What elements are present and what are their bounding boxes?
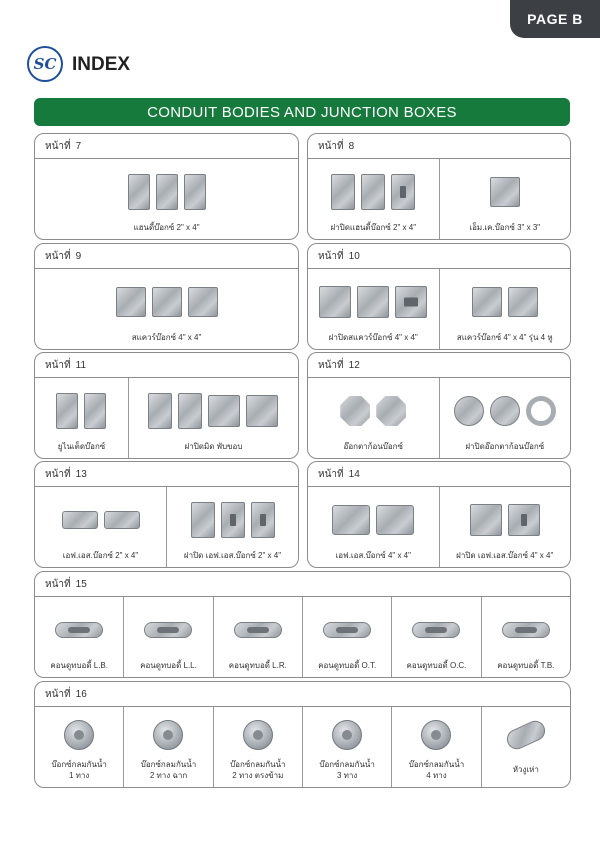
page-label: หน้าที่ (45, 468, 71, 480)
product-image (392, 603, 480, 657)
conduit-body-oc-icon (412, 622, 460, 638)
product-image (440, 165, 571, 219)
product-cell[interactable] (35, 269, 298, 349)
fs-cover-icon (221, 502, 245, 538)
product-cell[interactable] (213, 707, 302, 787)
product-cell[interactable] (308, 269, 439, 349)
fs-cover-icon (508, 504, 540, 536)
sc-logo: SC (27, 46, 63, 82)
page-number: 8 (348, 140, 355, 152)
square-cover-icon (357, 286, 389, 318)
fs-cover-icon (470, 504, 502, 536)
fs-box-icon (104, 511, 140, 529)
page-label: หน้าที่ (318, 250, 344, 262)
round-cover-icon (490, 396, 520, 426)
section-header (308, 462, 570, 487)
product-caption: เอฟ.เอส.บ๊อกซ์ 4" x 4" (335, 551, 411, 560)
product-image (308, 165, 439, 219)
conduit-body-lb-icon (55, 622, 103, 638)
section-page-13 (34, 461, 299, 568)
cover-plate-icon (246, 395, 278, 427)
section-header (308, 244, 570, 269)
cover-plate-icon (331, 174, 355, 210)
product-caption: เอฟ.เอส.บ๊อกซ์ 2" x 4" (62, 551, 139, 560)
page-label: หน้าที่ (45, 578, 71, 590)
product-image (124, 713, 212, 757)
product-image (440, 384, 571, 438)
product-caption: บ๊อกซ์กลมกันน้ำ 1 ทาง (51, 760, 107, 780)
square-cover-icon (319, 286, 351, 318)
section-banner: CONDUIT BODIES AND JUNCTION BOXES (34, 98, 570, 126)
product-caption: ฝาปิด เอฟ.เอส.บ๊อกซ์ 2" x 4" (183, 551, 282, 560)
product-cell[interactable] (391, 597, 480, 677)
handy-box-icon (156, 174, 178, 210)
product-cell[interactable] (213, 597, 302, 677)
product-cell[interactable] (123, 707, 212, 787)
product-caption: คอนดูทบอดี้ T.B. (497, 661, 555, 670)
fs-cover-icon (191, 502, 215, 538)
product-cell[interactable] (35, 159, 298, 239)
ring-cover-icon (526, 396, 556, 426)
fs-box-icon (332, 505, 370, 535)
section-header (35, 572, 570, 597)
round-box-2way-angle-icon (153, 720, 183, 750)
square-box-icon (188, 287, 218, 317)
product-cell[interactable] (308, 159, 439, 239)
section-page-11 (34, 352, 299, 459)
page-label: หน้าที่ (45, 250, 71, 262)
product-caption: เอ็ม.เค.บ๊อกซ์ 3" x 3" (469, 223, 541, 232)
section-page-12 (307, 352, 571, 459)
product-image (35, 493, 166, 547)
united-box-icon (84, 393, 106, 429)
cover-plate-icon (208, 395, 240, 427)
product-image (440, 493, 571, 547)
product-cell[interactable] (439, 378, 571, 458)
product-cell[interactable] (35, 707, 123, 787)
product-caption: หัวงูเห่า (512, 765, 539, 774)
product-image (482, 603, 570, 657)
cover-plate-icon (148, 393, 172, 429)
conduit-body-ot-icon (323, 622, 371, 638)
product-image (124, 603, 212, 657)
product-caption: คอนดูทบอดี้ L.B. (50, 661, 108, 670)
page-number: 16 (75, 688, 87, 700)
page-label: หน้าที่ (318, 468, 344, 480)
cover-plate-icon (391, 174, 415, 210)
product-image (482, 713, 570, 757)
square-box-icon (508, 287, 538, 317)
section-header (35, 244, 298, 269)
product-cell[interactable] (302, 707, 391, 787)
product-cell[interactable] (35, 597, 123, 677)
page-number: 13 (75, 468, 87, 480)
product-image (35, 713, 123, 757)
section-header (35, 353, 298, 378)
page-title: INDEX (72, 54, 131, 75)
product-image (214, 603, 302, 657)
section-page-9 (34, 243, 299, 350)
page-number: 12 (348, 359, 360, 371)
square-cover-icon (395, 286, 427, 318)
page-label: หน้าที่ (318, 359, 344, 371)
product-image (129, 384, 298, 438)
round-box-4way-icon (421, 720, 451, 750)
square-box-icon (116, 287, 146, 317)
product-image (35, 275, 298, 329)
product-caption: บ๊อกซ์กลมกันน้ำ 4 ทาง (408, 760, 465, 780)
product-caption: สแควร์บ๊อกซ์ 4" x 4" รุ่น 4 หู (456, 333, 553, 342)
product-image (392, 713, 480, 757)
page-label: หน้าที่ (318, 140, 344, 152)
section-page-15 (34, 571, 571, 678)
product-cell[interactable] (308, 378, 439, 458)
product-caption: ฝาปิดอ๊อกตาก้อนบ๊อกซ์ (465, 442, 545, 451)
product-caption: ฝาปิดแฮนดี้บ๊อกซ์ 2" x 4" (330, 223, 417, 232)
section-page-7 (34, 133, 299, 240)
page-number: 7 (75, 140, 82, 152)
square-box-icon (472, 287, 502, 317)
round-cover-icon (454, 396, 484, 426)
product-cell[interactable] (123, 597, 212, 677)
product-caption: บ๊อกซ์กลมกันน้ำ 2 ทาง ฉาก (140, 760, 197, 780)
product-cell[interactable] (166, 487, 298, 567)
product-cell[interactable] (439, 269, 571, 349)
page-number: 14 (348, 468, 360, 480)
cover-plate-icon (178, 393, 202, 429)
fs-box-icon (376, 505, 414, 535)
section-header (35, 134, 298, 159)
section-header (35, 682, 570, 707)
product-cell[interactable] (481, 707, 570, 787)
section-page-8 (307, 133, 571, 240)
section-header (35, 462, 298, 487)
conduit-body-ll-icon (144, 622, 192, 638)
product-image (35, 603, 123, 657)
page-number: 9 (75, 250, 82, 262)
section-header (308, 353, 570, 378)
conduit-body-lr-icon (234, 622, 282, 638)
page-tab: PAGE B (510, 0, 600, 38)
product-caption: อ๊อกตาก้อนบ๊อกซ์ (343, 442, 403, 451)
product-caption: ฝาปิดมิด พับขอบ (184, 442, 243, 451)
product-caption: คอนดูทบอดี้ L.L. (140, 661, 197, 670)
section-page-16 (34, 681, 571, 788)
product-cell[interactable] (35, 378, 128, 458)
product-image (303, 713, 391, 757)
section-page-10 (307, 243, 571, 350)
round-box-2way-straight-icon (243, 720, 273, 750)
conduit-body-tb-icon (502, 622, 550, 638)
product-cell[interactable] (439, 159, 571, 239)
product-caption: คอนดูทบอดี้ O.C. (406, 661, 467, 670)
product-image (308, 384, 439, 438)
handy-box-icon (128, 174, 150, 210)
page-number: 15 (75, 578, 87, 590)
product-caption: แฮนดี้บ๊อกซ์ 2" x 4" (133, 223, 200, 232)
product-image (303, 603, 391, 657)
service-entrance-cap-icon (503, 717, 548, 752)
product-cell[interactable] (308, 487, 439, 567)
cover-plate-icon (361, 174, 385, 210)
product-cell[interactable] (302, 597, 391, 677)
page-label: หน้าที่ (45, 359, 71, 371)
octagon-box-icon (340, 396, 370, 426)
octagon-box-icon (376, 396, 406, 426)
page-number: 11 (75, 359, 87, 371)
handy-box-icon (184, 174, 206, 210)
section-page-14 (307, 461, 571, 568)
product-image (35, 165, 298, 219)
fs-cover-icon (251, 502, 275, 538)
united-box-icon (56, 393, 78, 429)
product-cell[interactable] (439, 487, 571, 567)
product-image (308, 493, 439, 547)
square-box-icon (152, 287, 182, 317)
product-caption: บ๊อกซ์กลมกันน้ำ 3 ทาง (319, 760, 375, 780)
product-cell[interactable] (481, 597, 570, 677)
product-image (35, 384, 128, 438)
round-box-3way-icon (332, 720, 362, 750)
round-box-1way-icon (64, 720, 94, 750)
mk-box-icon (490, 177, 520, 207)
product-caption: ยูไนเต็ดบ๊อกซ์ (57, 442, 106, 451)
section-header (308, 134, 570, 159)
product-caption: คอนดูทบอดี้ O.T. (318, 661, 377, 670)
page-number: 10 (348, 250, 360, 262)
product-image (308, 275, 439, 329)
product-caption: บ๊อกซ์กลมกันน้ำ 2 ทาง ตรงข้าม (230, 760, 286, 780)
product-caption: ฝาปิด เอฟ.เอส.บ๊อกซ์ 4" x 4" (456, 551, 554, 560)
fs-box-icon (62, 511, 98, 529)
product-cell[interactable] (35, 487, 166, 567)
product-image (440, 275, 571, 329)
product-image (167, 493, 298, 547)
page-label: หน้าที่ (45, 140, 71, 152)
product-caption: ฝาปิดสแควร์บ๊อกซ์ 4" x 4" (328, 333, 418, 342)
product-image (214, 713, 302, 757)
product-cell[interactable] (128, 378, 298, 458)
page-label: หน้าที่ (45, 688, 71, 700)
product-caption: คอนดูทบอดี้ L.R. (228, 661, 287, 670)
product-cell[interactable] (391, 707, 480, 787)
product-caption: สแควร์บ๊อกซ์ 4" x 4" (131, 333, 202, 342)
